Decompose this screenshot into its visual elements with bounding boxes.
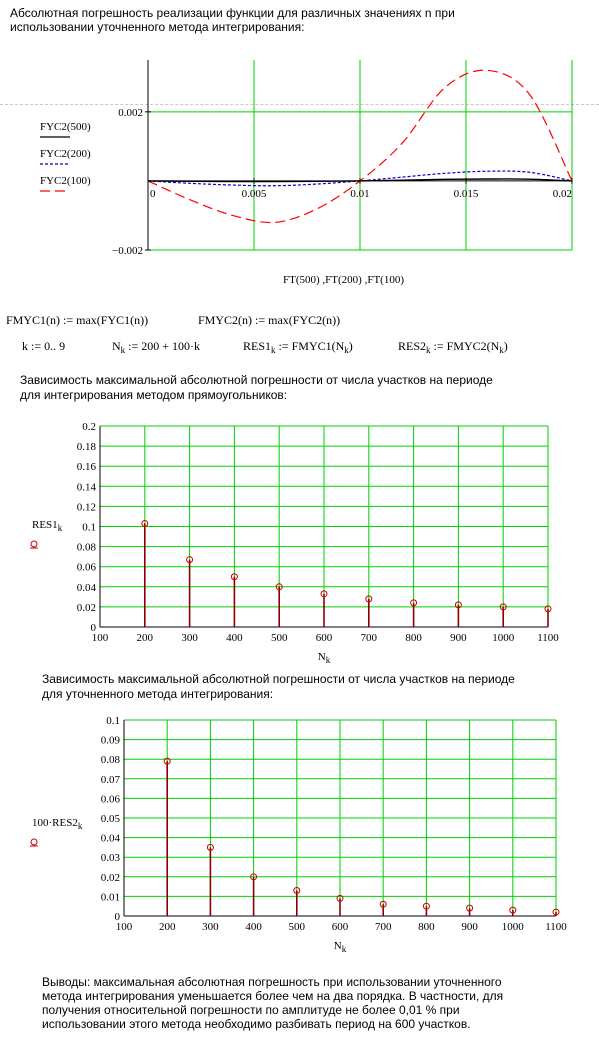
conclusion-line-1: Выводы: максимальная абсолютная погрешность при использовании уточненного [42, 975, 502, 989]
chart3-y-tick-label-3: 0.03 [100, 852, 120, 865]
chart3-caption-line-2: для уточненного метода интегрирования: [42, 687, 274, 701]
chart3-y-axis-label: $100\cdot RES2_k$ [32, 817, 83, 831]
res2-stem-chart[interactable] [0, 712, 599, 962]
chart3-x-tick-label-7: 800 [418, 921, 435, 933]
chart3-x-axis-label: $N_k$ [333, 940, 347, 954]
chart3-y-tick-label-9: 0.09 [100, 734, 120, 747]
chart3-caption-line-1: Зависимость максимальной абсолютной погрешности от числа участков на периоде [42, 672, 515, 686]
chart1-legend-label-1: FYC2(200) [40, 148, 91, 160]
chart2-y-tick-label-4: 0.08 [76, 541, 96, 554]
chart2-x-tick-label-0: 100 [91, 632, 109, 644]
chart1-x-tick-label-2: 0.01 [350, 187, 370, 200]
formula-k-range: k := 0.. 9 [22, 339, 66, 353]
chart2-x-tick-label-5: 600 [315, 632, 333, 644]
chart3-x-tick-label-9: 1000 [501, 921, 524, 933]
chart2-x-tick-label-3: 400 [226, 632, 243, 644]
chart2-y-tick-label-6: 0.12 [76, 501, 96, 514]
formula-res1: $RES1_k$ := $FMYC1(N_k)$ [243, 339, 353, 355]
chart1-x-tick-label-3: 0.015 [453, 187, 479, 200]
chart2-x-tick-label-6: 700 [360, 632, 378, 644]
chart2-x-tick-label-9: 1000 [492, 632, 515, 644]
chart1-y-tick-label-0: 0.002 [118, 106, 143, 119]
chart1-x-axis-label: FT(500) ,FT(200) ,FT(100) [283, 274, 404, 286]
chart2-x-tick-label-7: 800 [405, 632, 422, 644]
chart2-y-tick-label-1: 0.02 [76, 601, 96, 614]
chart2-x-tick-label-2: 300 [181, 632, 198, 644]
error-function-chart[interactable] [0, 55, 599, 257]
chart3-x-tick-label-6: 700 [374, 921, 392, 933]
chart1-x-tick-label-1: 0.005 [241, 187, 267, 200]
chart2-caption-line-1: Зависимость максимальной абсолютной погрешности от числа участков на периоде [20, 373, 493, 387]
intro-line-2: использовании уточненного метода интегрирования: [10, 20, 305, 34]
chart3-y-tick-label-5: 0.05 [100, 813, 120, 825]
chart2-x-axis-label: $N_k$ [317, 651, 331, 665]
conclusion-line-2: метода интегрирования уменьшается более чем на два порядка. В частности, для [42, 989, 504, 1003]
chart2-y-tick-label-8: 0.16 [76, 461, 96, 474]
chart1-x-tick-label-0: 0 [150, 187, 156, 200]
chart1-legend-label-0: FYC2(500) [40, 121, 91, 133]
chart3-x-tick-label-3: 400 [245, 921, 262, 933]
chart3-y-tick-label-7: 0.07 [100, 773, 120, 786]
chart2-caption-line-2: для интегрирования методом прямоугольников: [20, 388, 288, 402]
chart2-x-tick-label-10: 1100 [537, 632, 559, 644]
chart2-x-tick-label-1: 200 [136, 632, 154, 644]
chart2-y-tick-label-10: 0.2 [82, 421, 96, 433]
chart2-y-tick-label-9: 0.18 [76, 441, 96, 454]
chart2-x-tick-label-4: 500 [270, 632, 288, 644]
conclusion-line-3: получения относительной погрешности по амплитуде не более 0,01 % при [42, 1003, 460, 1017]
chart3-x-tick-label-5: 600 [331, 921, 349, 933]
formula-fmyc1: FMYC1(n) := max(FYC1(n)) [6, 313, 149, 327]
chart3-x-tick-label-8: 900 [461, 921, 478, 933]
chart3-y-tick-label-2: 0.02 [100, 871, 120, 884]
chart2-y-tick-label-0: 0 [90, 622, 96, 634]
chart2-y-tick-label-3: 0.06 [76, 561, 96, 574]
formula-fmyc2: FMYC2(n) := max(FYC2(n)) [198, 313, 341, 327]
chart3-y-tick-label-1: 0.01 [100, 891, 120, 904]
chart3-x-tick-label-4: 500 [288, 921, 306, 933]
chart1-y-tick-label-1: −0.002 [112, 245, 143, 257]
chart3-x-tick-label-1: 200 [158, 921, 176, 933]
chart3-y-tick-label-10: 0.1 [106, 715, 120, 727]
intro-line-1: Абсолютная погрешность реализации функции для различных значениях n при [10, 6, 455, 20]
res1-stem-chart[interactable] [0, 418, 599, 668]
formula-res2: $RES2_k$ := $FMYC2(N_k)$ [398, 339, 508, 355]
chart2-y-tick-label-2: 0.04 [76, 581, 96, 594]
chart2-y-tick-label-5: 0.1 [82, 521, 96, 534]
chart2-x-tick-label-8: 900 [450, 632, 467, 644]
chart2-legend-marker [31, 541, 37, 547]
chart1-legend-label-2: FYC2(100) [40, 175, 91, 187]
chart3-y-tick-label-8: 0.08 [100, 754, 120, 767]
formula-n-def: $N_k$ := 200 + 100·k [112, 339, 201, 355]
chart2-y-axis-label: $RES1_k$ [32, 519, 63, 533]
conclusion-line-4: использовании этого метода необходимо разбивать период на 600 участков. [42, 1017, 471, 1031]
chart3-y-tick-label-4: 0.04 [100, 832, 120, 845]
chart3-x-tick-label-2: 300 [202, 921, 219, 933]
chart3-y-tick-label-0: 0 [114, 911, 120, 923]
chart2-y-tick-label-7: 0.14 [76, 481, 96, 494]
chart3-x-tick-label-0: 100 [115, 921, 133, 933]
chart3-y-tick-label-6: 0.06 [100, 793, 120, 806]
chart3-legend-marker [31, 839, 37, 845]
chart1-x-tick-label-4: 0.02 [552, 187, 572, 200]
chart3-x-tick-label-10: 1100 [545, 921, 567, 933]
